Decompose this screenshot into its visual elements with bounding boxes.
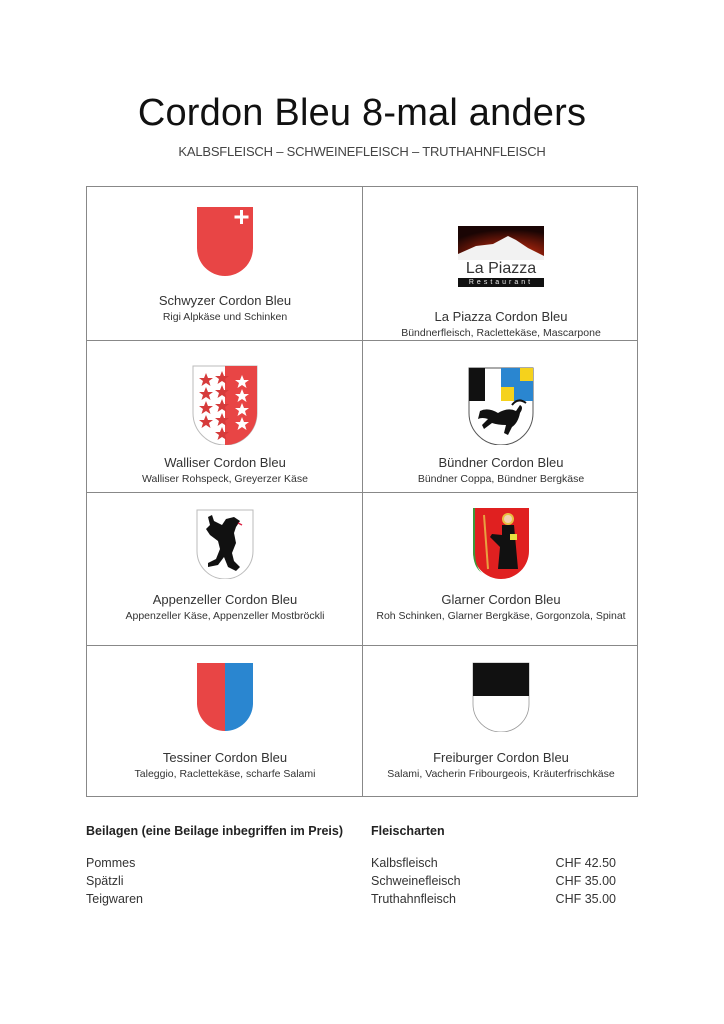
side-item: Spätzli: [86, 874, 124, 888]
meat-item: [371, 872, 616, 890]
mountain-sunset-icon: [458, 226, 544, 260]
menu-grid: [86, 186, 638, 797]
sides-section: [86, 824, 356, 908]
item-name: Schwyzer Cordon Bleu: [158, 293, 292, 308]
menu-item-glarner: [363, 493, 639, 646]
meat-name: Truthahnfleisch: [371, 892, 456, 906]
page-subtitle: KALBSFLEISCH – SCHWEINEFLEISCH – TRUTHAHNFLEISCH: [178, 144, 546, 159]
item-name: Bündner Cordon Bleu: [438, 455, 564, 470]
meat-item: [371, 854, 616, 872]
graubuenden-coat-of-arms-icon: [468, 367, 534, 445]
item-name: La Piazza Cordon Bleu: [434, 309, 568, 324]
menu-item-tessiner: [87, 646, 363, 798]
menu-item-schwyzer: [87, 187, 363, 341]
menu-item-buendner: [363, 341, 639, 493]
la-piazza-logo: [458, 226, 544, 288]
wallis-coat-of-arms-icon: [192, 365, 258, 445]
menu-item-la-piazza: [363, 187, 639, 341]
schwyz-coat-of-arms-icon: [196, 206, 254, 276]
item-description: Salami, Vacherin Fribourgeois, Kräuterfrischkäse: [387, 768, 615, 780]
item-description: Taleggio, Raclettekäse, scharfe Salami: [134, 768, 316, 780]
side-item: Teigwaren: [86, 892, 143, 906]
meats-section: [371, 824, 616, 908]
meat-price: CHF 35.00: [555, 874, 616, 888]
meat-item: [371, 890, 616, 908]
item-name: Freiburger Cordon Bleu: [433, 750, 569, 765]
item-description: Walliser Rohspeck, Greyerzer Käse: [142, 473, 308, 485]
logo-subtext: Restaurant: [458, 278, 544, 287]
menu-item-appenzeller: [87, 493, 363, 646]
item-name: Tessiner Cordon Bleu: [162, 750, 288, 765]
meat-price: CHF 42.50: [555, 856, 616, 870]
side-item: Pommes: [86, 856, 136, 870]
menu-item-freiburger: [363, 646, 639, 798]
appenzell-coat-of-arms-icon: [196, 509, 254, 579]
item-description: Appenzeller Käse, Appenzeller Mostbröckli: [125, 610, 325, 622]
menu-item-walliser: [87, 341, 363, 493]
meat-name: Schweinefleisch: [371, 874, 461, 888]
item-description: Roh Schinken, Glarner Bergkäse, Gorgonzola, Spinat: [376, 610, 626, 622]
glarus-coat-of-arms-icon: [472, 507, 530, 579]
item-name: Walliser Cordon Bleu: [164, 455, 286, 470]
item-description: Bündner Coppa, Bündner Bergkäse: [417, 473, 585, 485]
logo-text: La Piazza: [465, 260, 537, 277]
item-description: Rigi Alpkäse und Schinken: [162, 311, 288, 323]
item-name: Glarner Cordon Bleu: [441, 592, 561, 607]
freiburg-coat-of-arms-icon: [472, 662, 530, 732]
page-title: Cordon Bleu 8-mal anders: [137, 92, 587, 134]
item-description: Bündnerfleisch, Raclettekäse, Mascarpone: [401, 327, 601, 339]
sides-heading: Beilagen (eine Beilage inbegriffen im Preis): [86, 824, 344, 838]
meat-price: CHF 35.00: [555, 892, 616, 906]
item-name: Appenzeller Cordon Bleu: [152, 592, 298, 607]
meats-heading: Fleischarten: [371, 824, 445, 838]
meat-name: Kalbsfleisch: [371, 856, 438, 870]
tessin-coat-of-arms-icon: [196, 662, 254, 732]
